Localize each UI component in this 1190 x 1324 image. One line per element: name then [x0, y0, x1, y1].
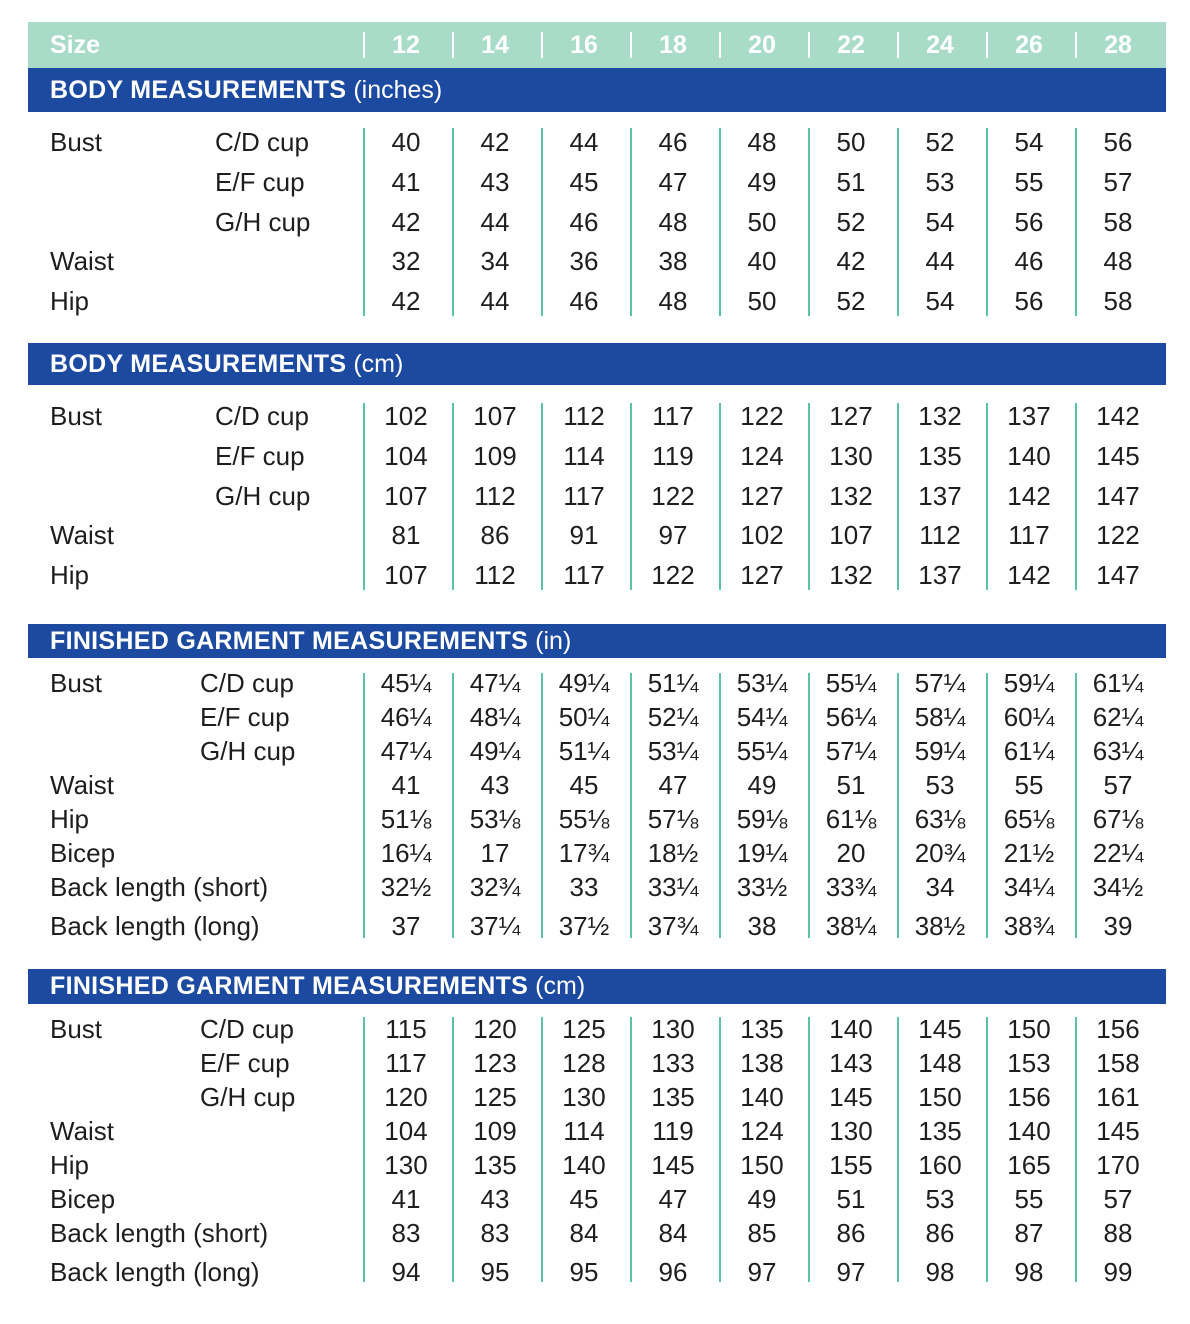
table-cell: 36 [569, 246, 599, 276]
table-cell: 98 [1014, 1257, 1044, 1287]
table-cell: 38¼ [825, 911, 877, 941]
table-cell: 97 [836, 1257, 866, 1287]
table-cell: 34½ [1092, 872, 1144, 902]
table-cell: 135 [740, 1014, 784, 1044]
table-cell: 58 [1103, 207, 1133, 237]
table-cell: 55 [1014, 770, 1044, 800]
table-cell: 56 [1014, 286, 1044, 316]
table-cell: 17 [480, 838, 510, 868]
size-label: Size [50, 31, 101, 59]
table-cell: 145 [918, 1014, 962, 1044]
table-cell: 45 [569, 770, 599, 800]
table-cell: 86 [480, 520, 510, 550]
table-cell: 145 [1096, 1116, 1140, 1146]
table-cell: 33¼ [647, 872, 699, 902]
table-cell: 120 [473, 1014, 517, 1044]
table-cell: 132 [918, 401, 962, 431]
row-label: Hip [50, 804, 90, 834]
table-cell: 91 [569, 520, 599, 550]
table-cell: 50 [747, 286, 777, 316]
table-cell: 38 [747, 911, 777, 941]
table-cell: 48¼ [469, 702, 521, 732]
table-cell: 107 [384, 481, 428, 511]
row-sublabel: E/F cup [215, 441, 305, 471]
table-cell: 120 [384, 1082, 428, 1112]
section-heading [50, 969, 585, 1004]
size-header-separator [452, 32, 454, 58]
table-cell: 58 [1103, 286, 1133, 316]
table-cell: 140 [1007, 1116, 1051, 1146]
table-cell: 33¾ [825, 872, 877, 902]
table-cell: 95 [480, 1257, 510, 1287]
table-cell: 96 [658, 1257, 688, 1287]
table-cell: 112 [474, 481, 516, 511]
table-cell: 107 [384, 560, 428, 590]
size-14: 14 [481, 31, 509, 59]
table-cell: 84 [569, 1218, 599, 1248]
size-20: 20 [748, 31, 776, 59]
table-cell: 46 [1014, 246, 1044, 276]
table-cell: 119 [652, 1116, 694, 1146]
table-cell: 84 [658, 1218, 688, 1248]
table-cell: 170 [1096, 1150, 1140, 1180]
table-cell: 55⅛ [558, 804, 610, 834]
row-sublabel: E/F cup [200, 702, 290, 732]
row-label: Waist [50, 520, 115, 550]
table-cell: 102 [740, 520, 784, 550]
table-cell: 145 [651, 1150, 695, 1180]
section-title: FINISHED GARMENT MEASUREMENTS [50, 972, 529, 1000]
table-cell: 50¼ [558, 702, 610, 732]
size-header-separator [541, 32, 543, 58]
row-sublabel: E/F cup [215, 167, 305, 197]
table-cell: 34¼ [1003, 872, 1055, 902]
table-cell: 140 [740, 1082, 784, 1112]
row-label: Hip [50, 286, 90, 316]
table-cell: 47 [658, 770, 688, 800]
table-cell: 45¼ [380, 668, 432, 698]
table-cell: 147 [1096, 560, 1140, 590]
table-cell: 48 [658, 286, 688, 316]
table-cell: 33 [569, 872, 599, 902]
table-cell: 44 [480, 286, 510, 316]
row-sublabel: G/H cup [200, 736, 296, 766]
table-cell: 19¼ [736, 838, 788, 868]
table-cell: 97 [747, 1257, 777, 1287]
table-cell: 51⅛ [380, 804, 432, 834]
table-cell: 161 [1096, 1082, 1140, 1112]
table-cell: 135 [918, 441, 962, 471]
table-cell: 133 [651, 1048, 695, 1078]
table-cell: 43 [480, 167, 510, 197]
table-cell: 32 [391, 246, 421, 276]
table-cell: 142 [1007, 481, 1051, 511]
row-label: Back length (short) [50, 872, 269, 902]
section-title: BODY MEASUREMENTS [50, 75, 347, 104]
table-cell: 37¼ [469, 911, 521, 941]
row-sublabel: G/H cup [200, 1082, 296, 1112]
table-cell: 127 [740, 560, 784, 590]
table-cell: 52 [836, 207, 866, 237]
table-cell: 119 [652, 441, 694, 471]
table-cell: 153 [1007, 1048, 1051, 1078]
table-cell: 94 [391, 1257, 421, 1287]
table-cell: 135 [651, 1082, 695, 1112]
table-cell: 58¼ [914, 702, 966, 732]
section-unit: (cm) [535, 972, 586, 1000]
size-16: 16 [570, 31, 598, 59]
table-cell: 49 [747, 167, 777, 197]
section-heading [50, 68, 442, 112]
table-cell: 156 [1007, 1082, 1051, 1112]
table-cell: 117 [563, 481, 605, 511]
table-cell: 130 [651, 1014, 695, 1044]
table-cell: 165 [1007, 1150, 1051, 1180]
table-cell: 127 [829, 401, 873, 431]
table-cell: 109 [473, 1116, 517, 1146]
row-label: Waist [50, 770, 115, 800]
table-cell: 47 [658, 1184, 688, 1214]
table-cell: 107 [473, 401, 517, 431]
table-cell: 57 [1103, 770, 1133, 800]
table-cell: 51 [836, 770, 866, 800]
table-cell: 49 [747, 770, 777, 800]
row-label: Bicep [50, 838, 116, 868]
table-cell: 142 [1007, 560, 1051, 590]
table-cell: 41 [391, 770, 421, 800]
size-header-separator [363, 32, 365, 58]
table-cell: 132 [829, 481, 873, 511]
table-cell: 56 [1103, 127, 1133, 157]
table-cell: 53¼ [647, 736, 699, 766]
table-cell: 22¼ [1092, 838, 1144, 868]
table-cell: 127 [740, 481, 784, 511]
table-cell: 47 [658, 167, 688, 197]
table-cell: 104 [384, 1116, 428, 1146]
row-label: Hip [50, 1150, 90, 1180]
table-cell: 53 [925, 1184, 955, 1214]
table-cell: 112 [474, 560, 516, 590]
table-cell: 52 [836, 286, 866, 316]
table-cell: 150 [1007, 1014, 1051, 1044]
table-cell: 140 [1007, 441, 1051, 471]
table-cell: 155 [829, 1150, 873, 1180]
table-cell: 122 [651, 560, 695, 590]
table-cell: 140 [829, 1014, 873, 1044]
row-sublabel: C/D cup [200, 1014, 294, 1044]
table-cell: 65⅛ [1003, 804, 1055, 834]
table-cell: 59⅛ [736, 804, 788, 834]
table-cell: 46¼ [380, 702, 432, 732]
table-cell: 132 [829, 560, 873, 590]
table-cell: 53 [925, 167, 955, 197]
row-sublabel: C/D cup [200, 668, 294, 698]
table-cell: 122 [1096, 520, 1140, 550]
table-cell: 81 [391, 520, 421, 550]
table-cell: 43 [480, 770, 510, 800]
table-cell: 57¼ [825, 736, 877, 766]
table-cell: 104 [384, 441, 428, 471]
table-cell: 117 [563, 560, 605, 590]
table-cell: 40 [747, 246, 777, 276]
section-band [28, 343, 1166, 385]
table-cell: 124 [740, 1116, 784, 1146]
table-cell: 86 [925, 1218, 955, 1248]
row-label: Bust [50, 401, 103, 431]
table-cell: 95 [569, 1257, 599, 1287]
table-cell: 49¼ [469, 736, 521, 766]
table-cell: 46 [658, 127, 688, 157]
table-cell: 83 [391, 1218, 421, 1248]
table-cell: 16¼ [380, 838, 432, 868]
table-cell: 48 [747, 127, 777, 157]
table-cell: 48 [1103, 246, 1133, 276]
table-cell: 33½ [736, 872, 788, 902]
table-cell: 43 [480, 1184, 510, 1214]
table-cell: 51¼ [558, 736, 610, 766]
table-cell: 38½ [914, 911, 966, 941]
table-cell: 41 [391, 167, 421, 197]
size-26: 26 [1015, 31, 1043, 59]
table-cell: 86 [836, 1218, 866, 1248]
table-cell: 63⅛ [914, 804, 966, 834]
table-cell: 61¼ [1003, 736, 1055, 766]
table-cell: 38¾ [1003, 911, 1055, 941]
table-cell: 46 [569, 286, 599, 316]
table-cell: 54 [1014, 127, 1044, 157]
table-cell: 102 [384, 401, 428, 431]
table-cell: 59¼ [914, 736, 966, 766]
size-24: 24 [926, 31, 954, 59]
row-label: Back length (long) [50, 911, 260, 941]
table-cell: 21½ [1003, 838, 1055, 868]
table-cell: 150 [740, 1150, 784, 1180]
table-cell: 42 [391, 207, 421, 237]
table-cell: 40 [391, 127, 421, 157]
row-label: Bicep [50, 1184, 116, 1214]
table-cell: 38 [658, 246, 688, 276]
table-cell: 114 [563, 441, 605, 471]
table-cell: 52 [925, 127, 955, 157]
size-header-separator [897, 32, 899, 58]
table-cell: 88 [1103, 1218, 1133, 1248]
table-cell: 138 [740, 1048, 784, 1078]
table-cell: 135 [473, 1150, 517, 1180]
row-sublabel: C/D cup [215, 401, 309, 431]
table-cell: 50 [836, 127, 866, 157]
size-header-separator [719, 32, 721, 58]
table-cell: 128 [562, 1048, 606, 1078]
table-cell: 48 [658, 207, 688, 237]
table-cell: 59¼ [1003, 668, 1055, 698]
table-cell: 124 [740, 441, 784, 471]
table-cell: 45 [569, 1184, 599, 1214]
table-cell: 41 [391, 1184, 421, 1214]
row-label: Bust [50, 127, 103, 157]
table-cell: 123 [473, 1048, 517, 1078]
table-cell: 147 [1096, 481, 1140, 511]
table-cell: 160 [918, 1150, 962, 1180]
table-cell: 45 [569, 167, 599, 197]
table-cell: 125 [562, 1014, 606, 1044]
table-cell: 142 [1096, 401, 1140, 431]
table-cell: 55 [1014, 1184, 1044, 1214]
table-cell: 158 [1096, 1048, 1140, 1078]
table-cell: 37¾ [647, 911, 699, 941]
section-band [28, 969, 1166, 1004]
table-cell: 112 [563, 401, 605, 431]
table-cell: 117 [385, 1048, 427, 1078]
table-cell: 137 [918, 481, 962, 511]
table-cell: 148 [918, 1048, 962, 1078]
row-sublabel: C/D cup [215, 127, 309, 157]
section-title: FINISHED GARMENT MEASUREMENTS [50, 626, 529, 655]
row-label: Bust [50, 1014, 103, 1044]
table-cell: 32¾ [469, 872, 521, 902]
table-cell: 34 [925, 872, 955, 902]
table-cell: 57¼ [914, 668, 966, 698]
table-cell: 117 [1008, 520, 1050, 550]
table-cell: 156 [1096, 1014, 1140, 1044]
section-title: BODY MEASUREMENTS [50, 349, 347, 378]
table-cell: 130 [829, 441, 873, 471]
table-cell: 54 [925, 207, 955, 237]
table-cell: 112 [919, 520, 961, 550]
table-cell: 61¼ [1092, 668, 1144, 698]
table-cell: 67⅛ [1092, 804, 1144, 834]
table-cell: 55¼ [825, 668, 877, 698]
table-cell: 42 [391, 286, 421, 316]
size-header-separator [630, 32, 632, 58]
table-cell: 34 [480, 246, 510, 276]
table-cell: 55 [1014, 167, 1044, 197]
size-18: 18 [659, 31, 687, 59]
table-cell: 49 [747, 1184, 777, 1214]
table-cell: 145 [829, 1082, 873, 1112]
table-cell: 20¾ [914, 838, 966, 868]
table-cell: 117 [652, 401, 694, 431]
table-cell: 51 [836, 167, 866, 197]
table-cell: 37 [391, 911, 421, 941]
row-label: Back length (long) [50, 1257, 260, 1287]
table-cell: 46 [569, 207, 599, 237]
table-cell: 60¼ [1003, 702, 1055, 732]
table-cell: 122 [740, 401, 784, 431]
table-cell: 122 [651, 481, 695, 511]
table-cell: 145 [1096, 441, 1140, 471]
table-cell: 63¼ [1092, 736, 1144, 766]
table-cell: 50 [747, 207, 777, 237]
table-cell: 51 [836, 1184, 866, 1214]
table-cell: 125 [473, 1082, 517, 1112]
table-cell: 42 [836, 246, 866, 276]
table-cell: 115 [385, 1014, 427, 1044]
table-cell: 130 [562, 1082, 606, 1112]
table-cell: 109 [473, 441, 517, 471]
table-cell: 56 [1014, 207, 1044, 237]
table-cell: 52¼ [647, 702, 699, 732]
table-cell: 107 [829, 520, 873, 550]
table-cell: 137 [918, 560, 962, 590]
size-22: 22 [837, 31, 865, 59]
section-unit: (inches) [353, 75, 443, 104]
table-cell: 37½ [558, 911, 610, 941]
row-label: Waist [50, 246, 115, 276]
row-sublabel: G/H cup [215, 481, 311, 511]
row-label: Hip [50, 560, 90, 590]
table-cell: 137 [1007, 401, 1051, 431]
table-cell: 44 [480, 207, 510, 237]
table-cell: 20 [836, 838, 866, 868]
table-cell: 32½ [380, 872, 432, 902]
table-cell: 54¼ [736, 702, 788, 732]
table-cell: 47¼ [380, 736, 432, 766]
section-heading [50, 624, 571, 658]
table-cell: 57 [1103, 1184, 1133, 1214]
table-cell: 62¼ [1092, 702, 1144, 732]
row-label: Bust [50, 668, 103, 698]
size-header-separator [808, 32, 810, 58]
table-cell: 44 [925, 246, 955, 276]
table-cell: 97 [658, 520, 688, 550]
table-cell: 87 [1014, 1218, 1044, 1248]
table-cell: 150 [918, 1082, 962, 1112]
table-cell: 51¼ [647, 668, 699, 698]
section-heading [50, 343, 403, 385]
table-cell: 99 [1103, 1257, 1133, 1287]
table-cell: 39 [1103, 911, 1133, 941]
table-cell: 17¾ [558, 838, 610, 868]
size-28: 28 [1104, 31, 1132, 59]
table-cell: 44 [569, 127, 599, 157]
table-cell: 47¼ [469, 668, 521, 698]
section-unit: (cm) [353, 349, 404, 378]
size-header-separator [986, 32, 988, 58]
row-sublabel: E/F cup [200, 1048, 290, 1078]
section-unit: (in) [535, 626, 572, 655]
table-cell: 130 [384, 1150, 428, 1180]
row-sublabel: G/H cup [215, 207, 311, 237]
table-cell: 53⅛ [469, 804, 521, 834]
table-cell: 83 [480, 1218, 510, 1248]
table-cell: 55¼ [736, 736, 788, 766]
table-cell: 114 [563, 1116, 605, 1146]
table-cell: 18½ [647, 838, 699, 868]
table-cell: 61⅛ [825, 804, 877, 834]
table-cell: 135 [918, 1116, 962, 1146]
size-header-separator [1075, 32, 1077, 58]
table-cell: 42 [480, 127, 510, 157]
table-cell: 54 [925, 286, 955, 316]
table-cell: 98 [925, 1257, 955, 1287]
table-cell: 140 [562, 1150, 606, 1180]
table-cell: 143 [829, 1048, 873, 1078]
table-cell: 85 [747, 1218, 777, 1248]
table-cell: 53 [925, 770, 955, 800]
table-cell: 49¼ [558, 668, 610, 698]
table-cell: 57 [1103, 167, 1133, 197]
table-cell: 53¼ [736, 668, 788, 698]
table-cell: 57⅛ [647, 804, 699, 834]
table-cell: 130 [829, 1116, 873, 1146]
size-12: 12 [392, 31, 420, 59]
table-cell: 56¼ [825, 702, 877, 732]
row-label: Back length (short) [50, 1218, 269, 1248]
section-band [28, 68, 1166, 112]
row-label: Waist [50, 1116, 115, 1146]
section-band [28, 624, 1166, 658]
